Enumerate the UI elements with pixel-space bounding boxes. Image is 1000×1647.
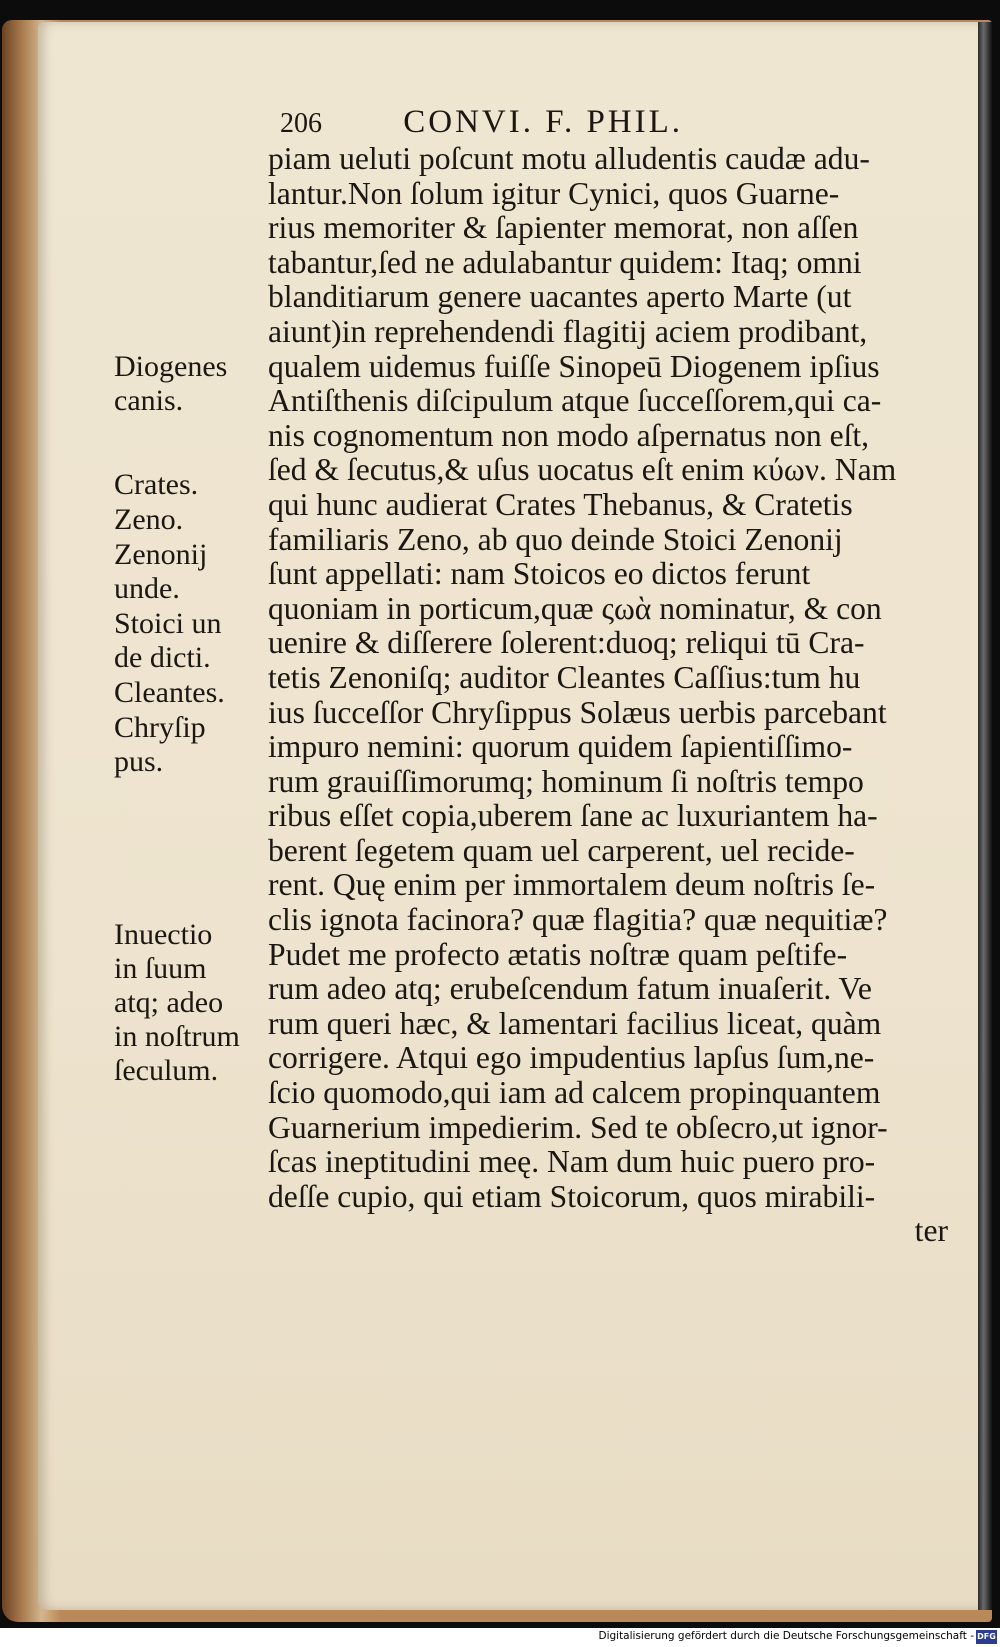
margin-note-line: Zeno.: [114, 503, 184, 536]
margin-note-line: in ſuum: [114, 952, 207, 985]
text-line: tabantur,ſed ne adulabantur quidem: Itaq; omni: [268, 244, 862, 280]
text-line: ius ſucceſſor Chryſippus Solæus uerbis parcebant: [268, 694, 887, 730]
text-line: qualem uidemus fuiſſe Sinopeū Diogenem ipſius: [268, 348, 880, 384]
text-line: uenire & diſſerere ſolerent:duoq; reliqui tū Cra-: [268, 625, 865, 661]
margin-note-zeno: [114, 503, 183, 537]
text-line: quoniam in porticum,quæ ςωὰ nominatur, & con: [268, 590, 882, 626]
catchword: ter: [914, 1213, 948, 1249]
margin-note-line: unde.: [114, 572, 180, 605]
text-line: qui hunc audierat Crates Thebanus, & Cratetis: [268, 486, 853, 522]
margin-note-line: canis.: [114, 384, 184, 417]
text-line: lantur.Non ſolum igitur Cynici, quos Guarne-: [268, 175, 840, 211]
text-line: blanditiarum genere uacantes aperto Marte (ut: [268, 279, 852, 315]
margin-note-line: in noſtrum: [114, 1020, 240, 1053]
text-line: tetis Zenoniſq; auditor Cleantes Caſſius:tum hu: [268, 659, 861, 695]
running-header: [280, 104, 840, 144]
margin-note-cleantes: [114, 676, 225, 710]
text-line: Antiſthenis diſcipulum atque ſucceſſorem,qui ca-: [268, 383, 882, 419]
dfg-logo: DFG: [976, 1630, 997, 1644]
text-line: corrigere. Atqui ego impudentius lapſus ſum,ne-: [268, 1040, 875, 1076]
main-text-block: [268, 142, 988, 1249]
margin-note-line: Cleantes.: [114, 676, 225, 709]
margin-note-line: Inuectio: [114, 918, 213, 951]
text-line: Pudet me profecto ætatis noſtræ quam peſtife-: [268, 936, 848, 972]
margin-note-crates: [114, 468, 198, 502]
margin-note-line: atq; adeo: [114, 986, 224, 1019]
margin-note-line: ſeculum.: [114, 1054, 219, 1087]
text-line: Guarnerium impedierim. Sed te obſecro,ut ignor-: [268, 1109, 888, 1145]
digitization-footer: [0, 1628, 1000, 1647]
text-line: rum grauiſſimorumq; hominum ſi noſtris tempo: [268, 763, 864, 799]
text-line: deſſe cupio, qui etiam Stoicorum, quos mirabili-: [268, 1178, 876, 1214]
margin-note-line: de dicti.: [114, 641, 211, 674]
text-line: rum adeo atq; erubeſcendum fatum inuaſerit. Ve: [268, 971, 872, 1007]
text-line: clis ignota facinora? quæ flagitia? quæ nequitiæ?: [268, 902, 888, 938]
margin-note-line: Diogenes: [114, 350, 228, 383]
text-line: rius memoriter & ſapienter memorat, non aſſen: [268, 210, 859, 246]
text-line: ſcas ineptitudini meę. Nam dum huic puero pro-: [268, 1144, 876, 1180]
margin-note-chrysippus: [114, 711, 206, 779]
text-line: aiunt)in reprehendendi flagitij aciem prodibant,: [268, 313, 868, 349]
margin-note-zenonij: [114, 538, 207, 606]
text-line: impuro nemini: quorum quidem ſapientiſſimo-: [268, 729, 853, 765]
text-line: familiaris Zeno, ab quo deinde Stoici Zenonij: [268, 521, 843, 557]
page-number: 206: [280, 108, 322, 139]
margin-note-line: Crates.: [114, 468, 199, 501]
running-title: CONVI. F. PHIL.: [403, 104, 684, 140]
margin-note-line: Zenonij: [114, 538, 208, 571]
margin-note-stoici: [114, 607, 222, 675]
text-line: nis cognomentum non modo aſpernatus non eſt,: [268, 417, 870, 453]
funding-credit: Digitalisierung gefördert durch die Deutsche Forschungsgemeinschaft -: [598, 1630, 974, 1642]
margin-note-line: Stoici un: [114, 607, 222, 640]
text-line: ſcio quomodo,qui iam ad calcem propinquantem: [268, 1075, 881, 1111]
text-line: rum queri hæc, & lamentari facilius liceat, quàm: [268, 1005, 882, 1041]
margin-note-diogenes: [114, 350, 227, 418]
text-line: piam ueluti poſcunt motu alludentis caudæ adu-: [268, 141, 870, 176]
margin-note-line: pus.: [114, 745, 164, 778]
text-line: ſunt appellati: nam Stoicos eo dictos ferunt: [268, 556, 811, 592]
text-line: ſed & ſecutus,& uſus uocatus eſt enim κύων. Nam: [268, 452, 897, 488]
text-line: ribus eſſet copia,uberem ſane ac luxuriantem ha-: [268, 798, 878, 834]
margin-note-inuectio: [114, 918, 240, 1088]
margin-note-line: Chryſip: [114, 711, 206, 744]
text-line: rent. Quę enim per immortalem deum noſtris ſe-: [268, 867, 876, 903]
text-line: berent ſegetem quam uel carperent, uel recide-: [268, 832, 855, 868]
